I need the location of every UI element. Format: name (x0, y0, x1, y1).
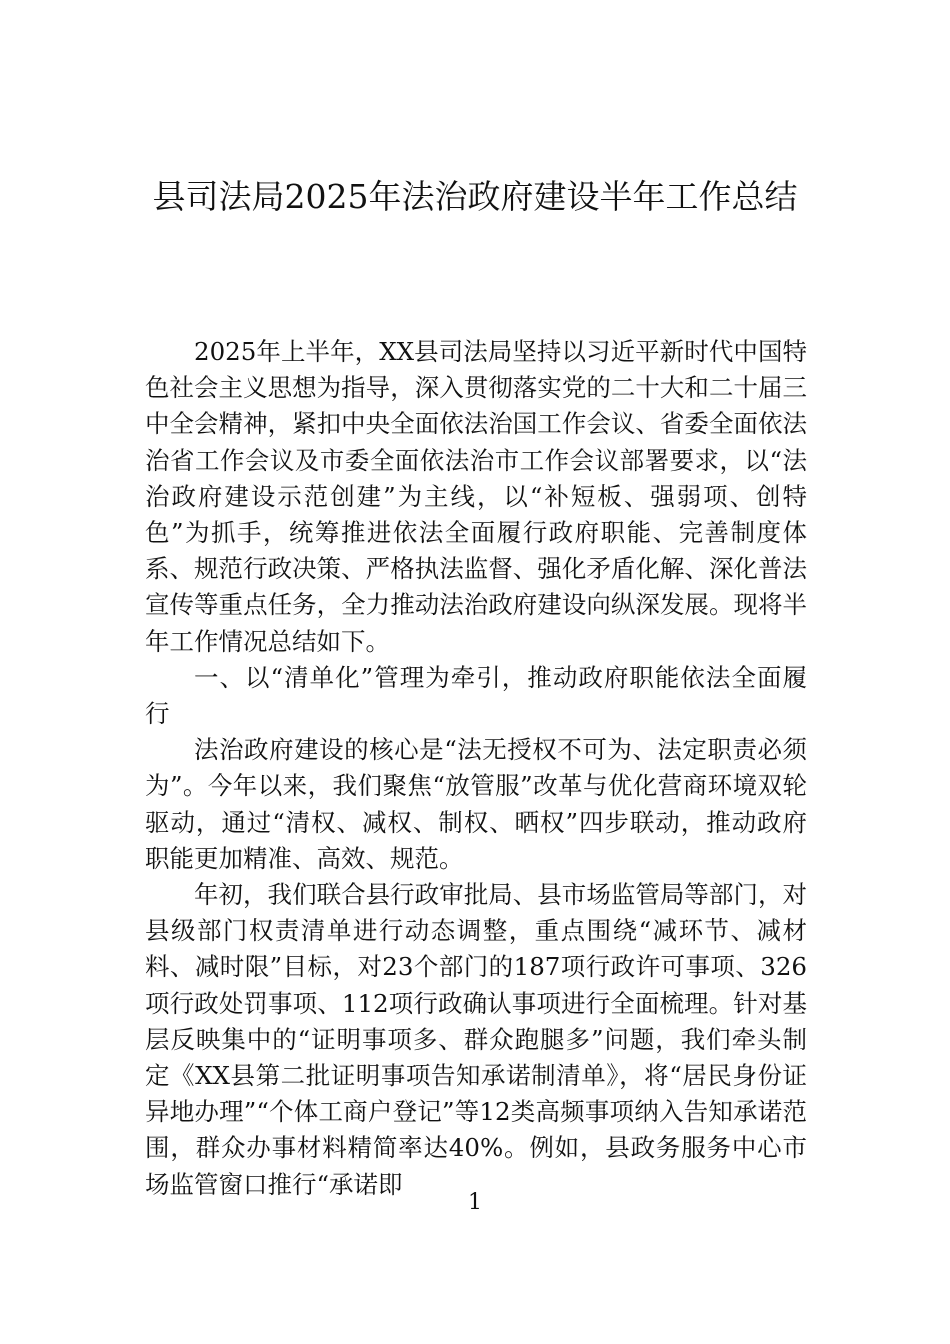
document-body (145, 334, 807, 1203)
body-paragraph: 年初，我们联合县行政审批局、县市场监管局等部门，对县级部门权责清单进行动态调整，重点围绕“减环节、减材料、减时限”目标，对23个部门的187项行政许可事项、326项行政处罚事项、112项行政确认事项进行全面梳理。针对基层反映集中的“证明事项多、群众跑腿多”问题，我们牵头制定《XX县第二批证明事项告知承诺制清单》，将“居民身份证异地办理”“个体工商户登记”等12类高频事项纳入告知承诺范围，群众办事材料精简率达40%。例如，县政务服务中心市场监管窗口推行“承诺即 (145, 880, 807, 1199)
page-number: 1 (468, 1190, 482, 1215)
document-title: 县司法局2025年法治政府建设半年工作总结 (152, 177, 798, 216)
section-heading-1: 一、以“清单化”管理为牵引，推动政府职能依法全面履行 (145, 662, 807, 729)
intro-paragraph: 2025年上半年，XX县司法局坚持以习近平新时代中国特色社会主义思想为指导，深入贯彻落实党的二十大和二十届三中全会精神，紧扣中央全面依法治国工作会议、省委全面依法治省工作会议及市委全面依法治市工作会议部署要求，以“法治政府建设示范创建”为主线，以“补短板、强弱项、创特色”为抓手，统筹推进依法全面履行政府职能、完善制度体系、规范行政决策、严格执法监督、强化矛盾化解、深化普法宣传等重点任务，全力推动法治政府建设向纵深发展。现将半年工作情况总结如下。 (145, 337, 807, 656)
body-paragraph: 法治政府建设的核心是“法无授权不可为、法定职责必须为”。今年以来，我们聚焦“放管服”改革与优化营商环境双轮驱动，通过“清权、减权、制权、晒权”四步联动，推动政府职能更加精准、高效、规范。 (145, 735, 807, 873)
